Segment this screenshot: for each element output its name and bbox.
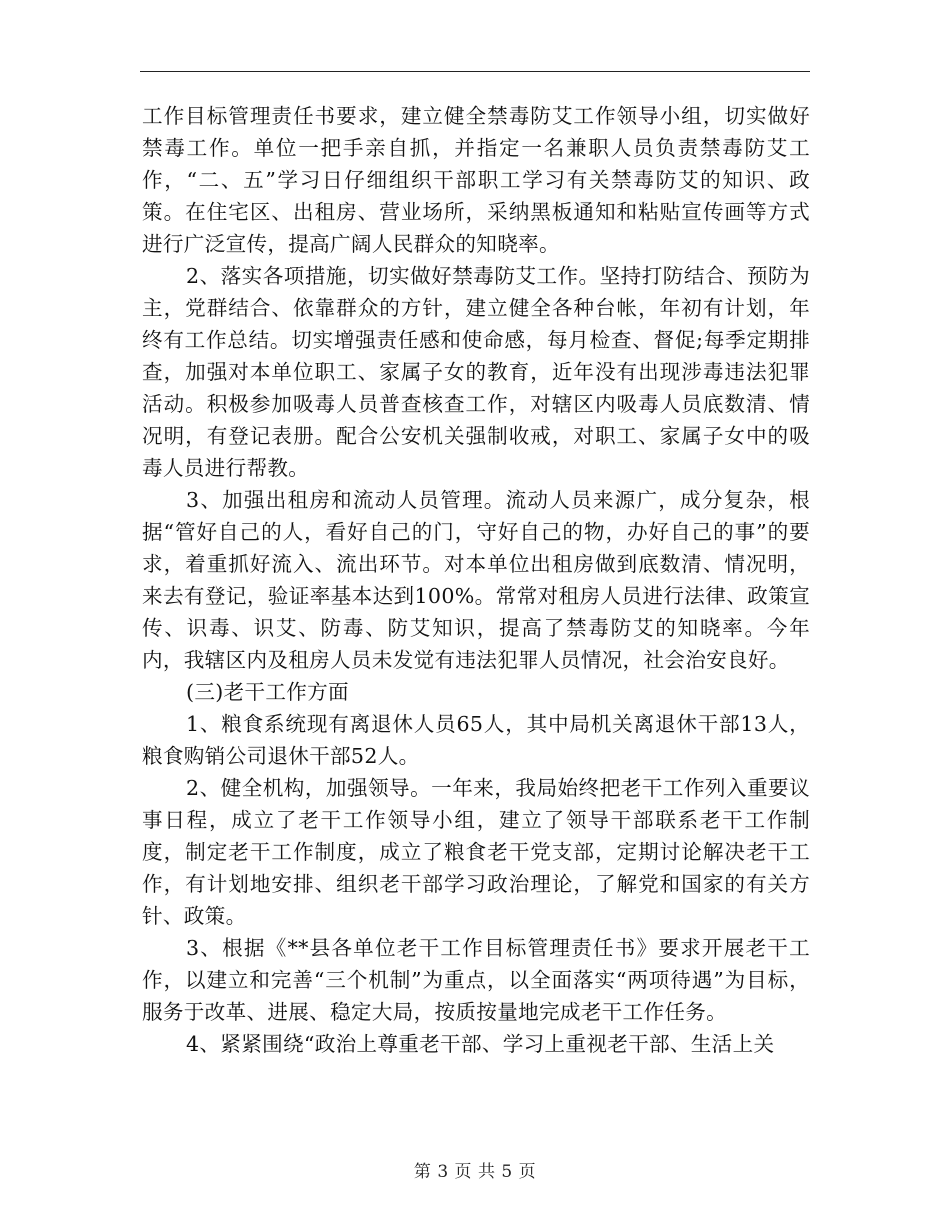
- paragraph-continuation: 工作目标管理责任书要求，建立健全禁毒防艾工作领导小组，切实做好禁毒工作。单位一把手亲自抓，并指定一名兼职人员负责禁毒防艾工作，“二、五”学习日仔细组织干部职工学习有关禁毒防艾的知识、政策。在住宅区、出租房、营业场所，采纳黑板通知和粘贴宣传画等方式进行广泛宣传，提高广阔人民群众的知晓率。: [142, 104, 810, 256]
- paragraph-leadership: 2、健全机构，加强领导。一年来，我局始终把老干工作列入重要议事日程，成立了老干工作领导小组，建立了领导干部联系老干工作制度，制定老干工作制度，成立了粮食老干党支部，定期讨论解决老干工作，有计划地安排、组织老干部学习政治理论，了解党和国家的有关方针、政策。: [142, 776, 810, 928]
- paragraph-focus: 4、紧紧围绕“政治上尊重老干部、学习上重视老干部、生活上关: [186, 1032, 775, 1056]
- paragraph-responsibility-book: 3、根据《**县各单位老干工作目标管理责任书》要求开展老干工作，以建立和完善“三个机制”为重点，以全面落实“两项待遇”为目标，服务于改革、进展、稳定大局，按质按量地完成老干工作任务。: [142, 936, 810, 1024]
- section-heading-veteran-cadres: (三)老干工作方面: [186, 680, 349, 704]
- document-body: [142, 100, 810, 1060]
- page-number-footer: 第 3 页 共 5 页: [413, 1162, 537, 1182]
- header-rule: [140, 71, 810, 72]
- paragraph-retiree-count: 1、粮食系统现有离退休人员65人，其中局机关离退休干部13人，粮食购销公司退休干部52人。: [142, 712, 810, 768]
- paragraph-rental-management: 3、加强出租房和流动人员管理。流动人员来源广，成分复杂，根据“管好自己的人，看好自己的门，守好自己的物，办好自己的事”的要求，着重抓好流入、流出环节。对本单位出租房做到底数清、情况明，来去有登记，验证率基本达到100%。常常对租房人员进行法律、政策宣传、识毒、识艾、防毒、防艾知识，提高了禁毒防艾的知晓率。今年内，我辖区内及租房人员未发觉有违法犯罪人员情况，社会治安良好。: [142, 488, 810, 672]
- paragraph-drug-measures: 2、落实各项措施，切实做好禁毒防艾工作。坚持打防结合、预防为主，党群结合、依靠群众的方针，建立健全各种台帐，年初有计划，年终有工作总结。切实增强责任感和使命感，每月检查、督促;每季定期排查，加强对本单位职工、家属子女的教育，近年没有出现涉毒违法犯罪活动。积极参加吸毒人员普查核查工作，对辖区内吸毒人员底数清、情况明，有登记表册。配合公安机关强制收戒，对职工、家属子女中的吸毒人员进行帮教。: [142, 264, 810, 480]
